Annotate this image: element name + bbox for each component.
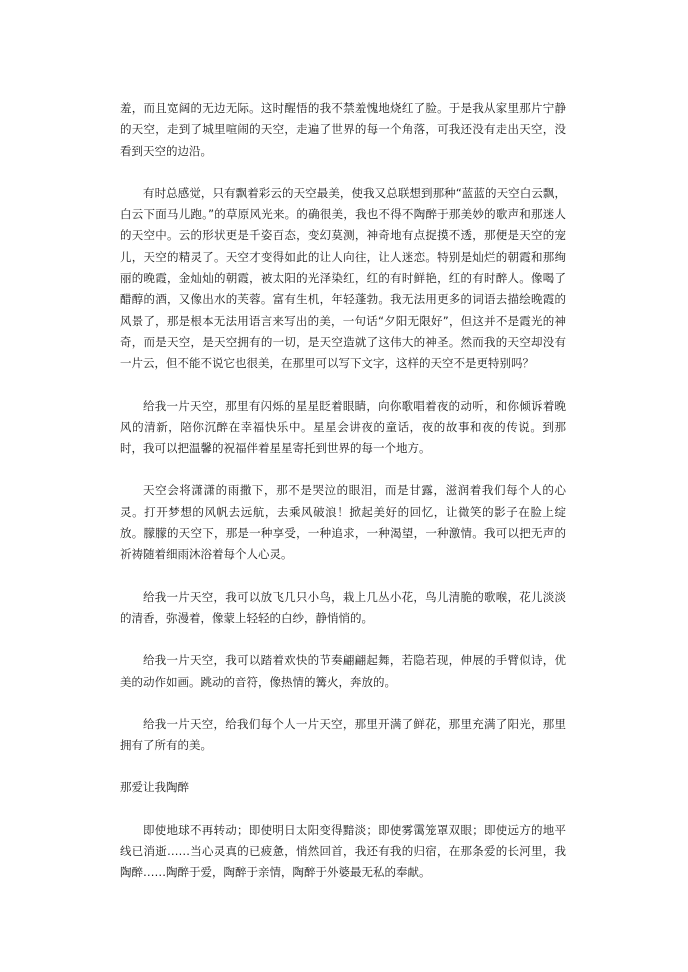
paragraph: 有时总感觉，只有飘着彩云的天空最美，使我又总联想到那种“蓝蓝的天空白云飘，白云下面马儿跑。”的草原风光来。的确很美，我也不得不陶醉于那美妙的歌声和那迷人的天空中。云的形状更是千姿百态，变幻莫测，神奇地有点捉摸不透，那便是天空的宠儿，天空的精灵了。天空才变得如此的让人向往，让人迷恋。特别是灿烂的朝霞和那绚丽的晚霞，金灿灿的朝霞，被太阳的光泽染红，红的有时鲜艳，红的有时醉人。像喝了醋醇的酒，又像出水的芙蓉。富有生机，年轻蓬勃。我无法用更多的词语去描绘晚霞的风景了，那是根本无法用语言来写出的美，一句话“夕阳无限好”，但这并不是霞光的神奇，而是天空，是天空拥有的一切，是天空造就了这伟大的神圣。然而我的天空却没有一片云，但不能不说它也很美，在那里可以写下文字，这样的天空不是更特别吗？ (120, 185, 566, 371)
paragraph: 给我一片天空，那里有闪烁的星星眨着眼睛，向你歌唱着夜的动听，和你倾诉着晚风的清新，陪你沉醉在幸福快乐中。星星会讲夜的童话，夜的故事和夜的传说。到那时，我可以把温馨的祝福伴着星星寄托到世界的每一个地方。 (120, 398, 566, 456)
document-body (120, 98, 566, 905)
paragraph: 给我一片天空，给我们每个人一片天空，那里开满了鲜花，那里充满了阳光，那里拥有了所有的美。 (120, 716, 566, 753)
section-heading: 那爱让我陶醉 (120, 780, 189, 795)
paragraph: 天空会将潇潇的雨撒下，那不是哭泣的眼泪，而是甘露，滋润着我们每个人的心灵。打开梦想的风帆去远航，去乘风破浪！掀起美好的回忆，让微笑的影子在脸上绽放。朦朦的天空下，那是一种享受，一种追求，一种渴望，一种激情。我可以把无声的祈祷随着细雨沐浴着每个人心灵。 (120, 483, 566, 562)
paragraph: 即使地球不再转动；即使明日太阳变得黯淡；即使雾霭笼罩双眼；即使远方的地平线已消逝……当心灵真的已疲惫，悄然回首，我还有我的归宿，在那条爱的长河里，我陶醉……陶醉于爱，陶醉于亲情，陶醉于外婆最无私的奉献。 (120, 822, 566, 880)
paragraph: 给我一片天空，我可以放飞几只小鸟，栽上几丛小花，鸟儿清脆的歌喉，花儿淡淡的清香，弥漫着，像蒙上轻轻的白纱，静悄悄的。 (120, 589, 566, 625)
paragraph: 给我一片天空，我可以踏着欢快的节奏翩翩起舞，若隐若现，伸展的手臂似诗，优美的动作如画。跳动的音符，像热情的篝火，奔放的。 (120, 653, 566, 689)
paragraph: 羞，而且宽阔的无边无际。这时醒悟的我不禁羞愧地烧红了脸。于是我从家里那片宁静的天空，走到了城里喧闹的天空，走遍了世界的每一个角落，可我还没有走出天空，没看到天空的边沿。 (120, 101, 566, 158)
